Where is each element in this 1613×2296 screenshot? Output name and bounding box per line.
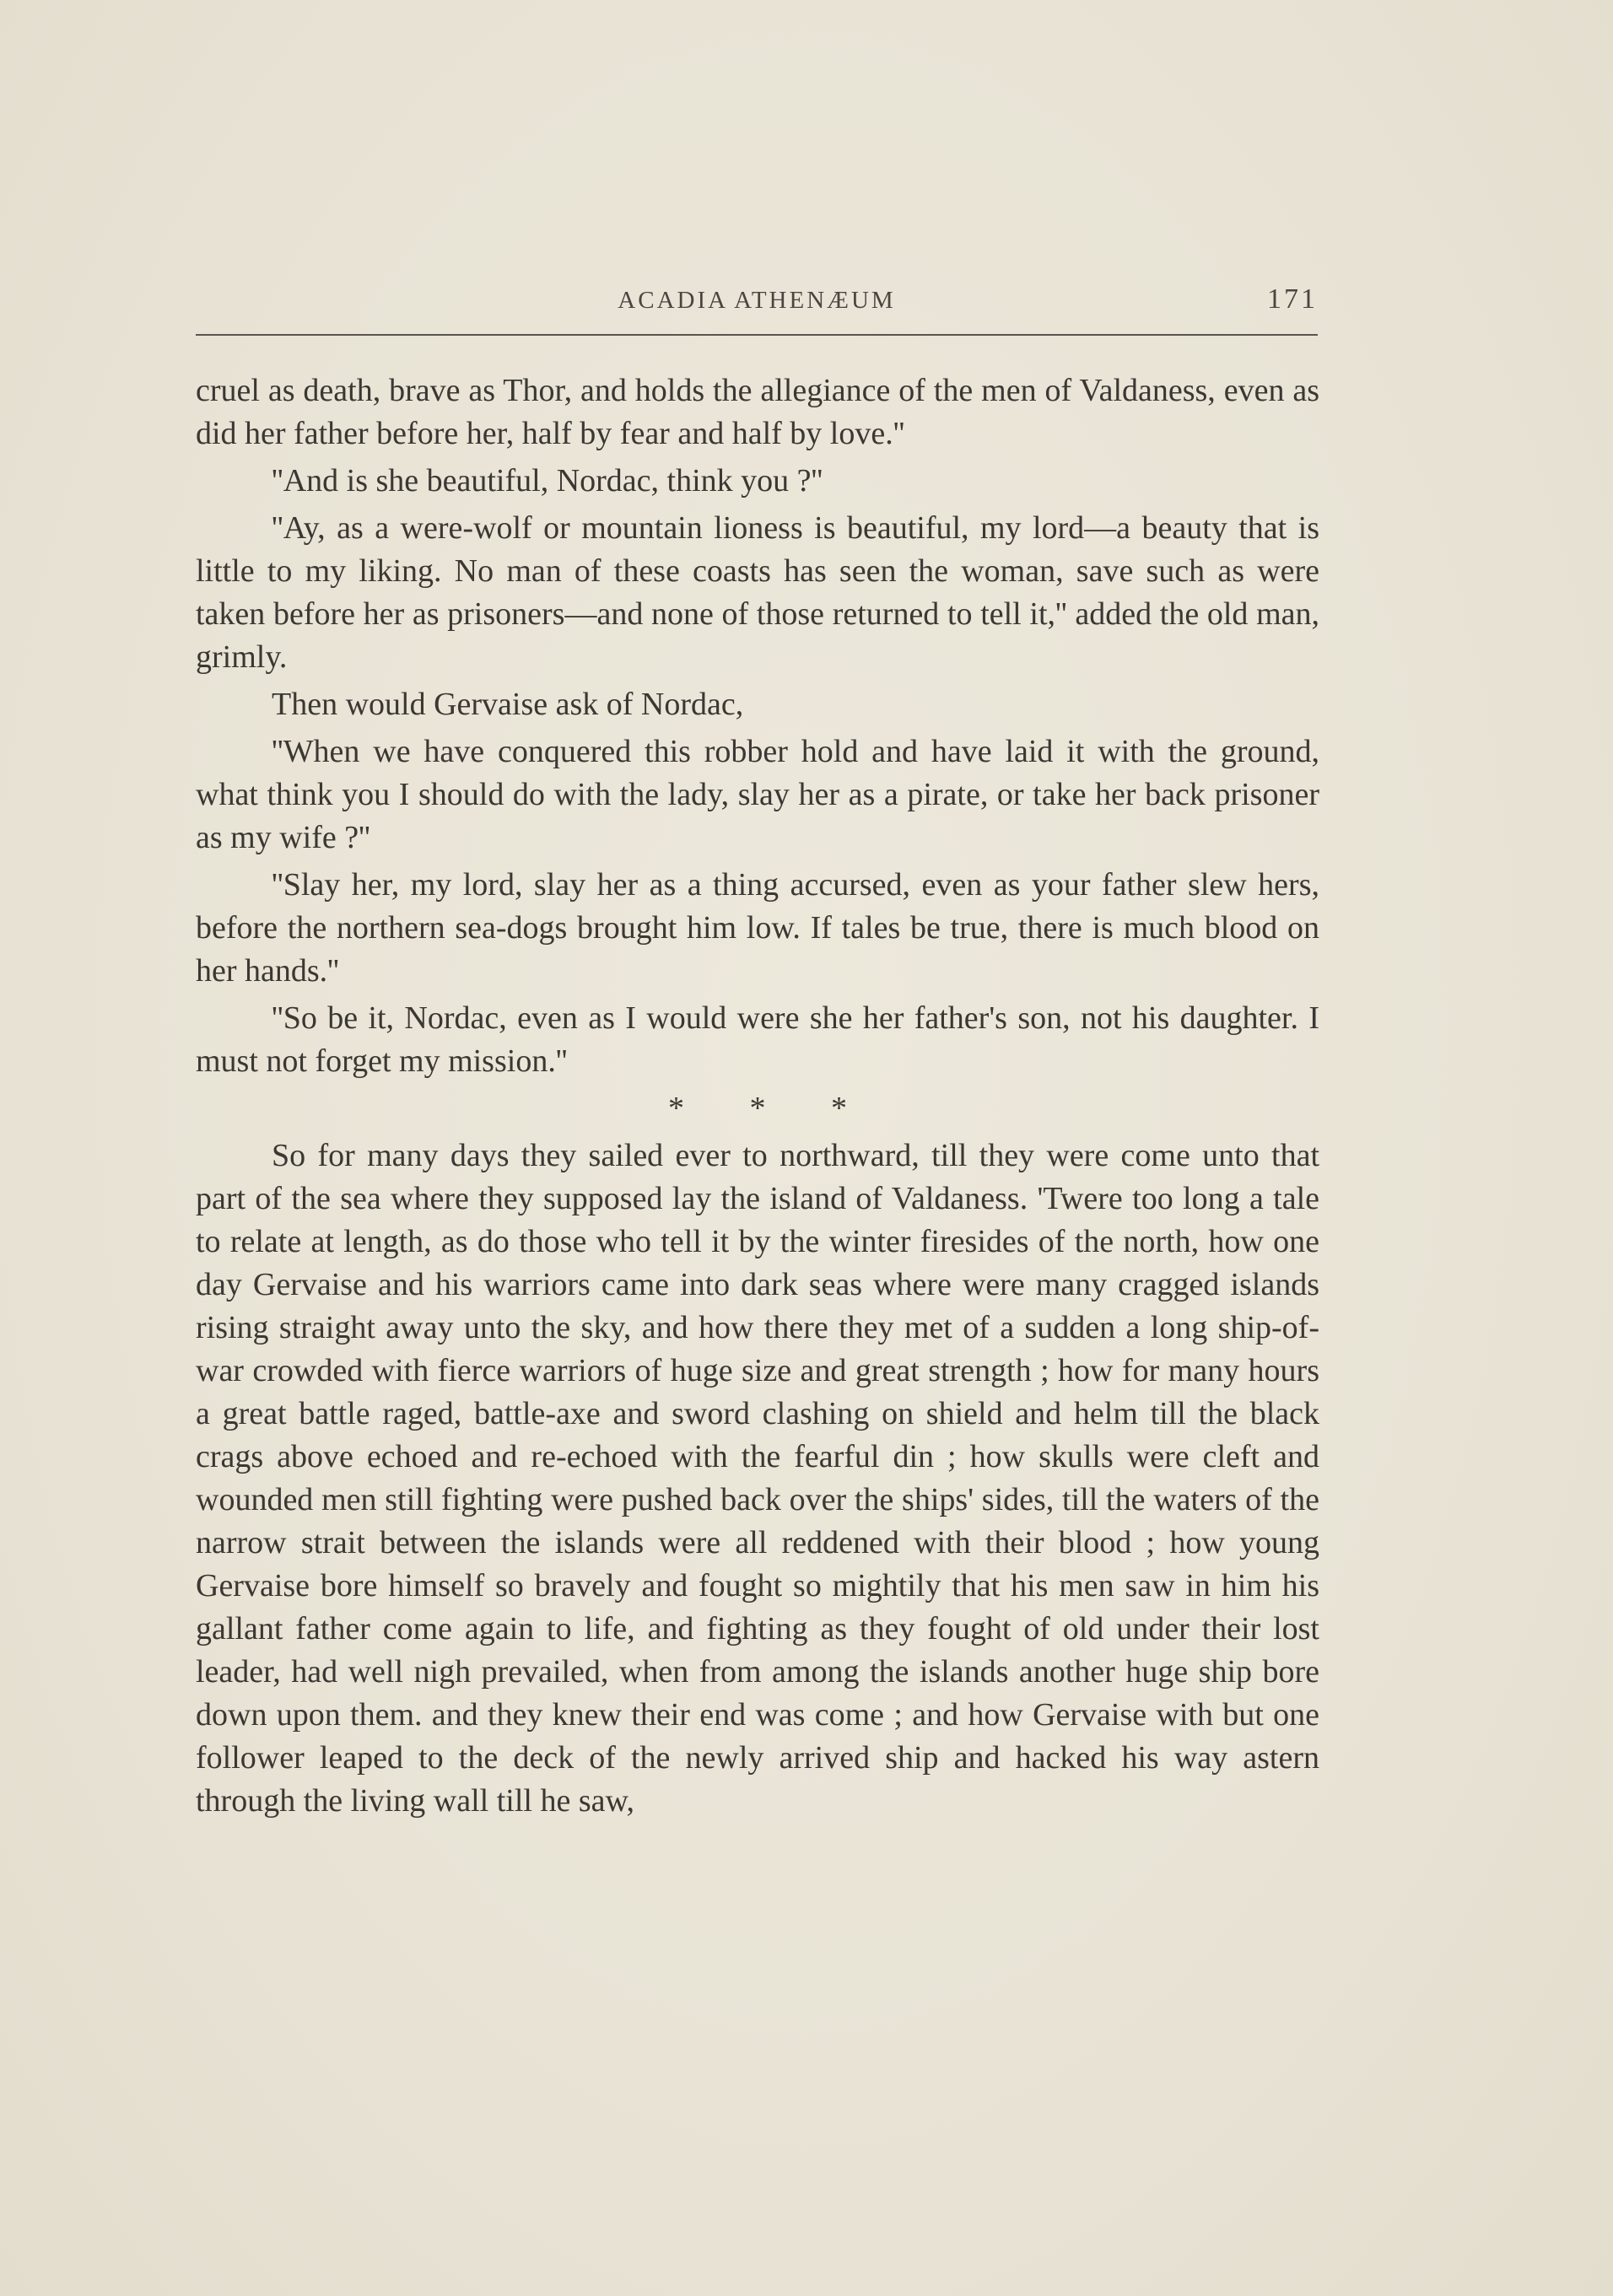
paragraph: Then would Gervaise ask of Nordac, — [272, 687, 744, 722]
running-title: ACADIA ATHENÆUM — [618, 287, 896, 314]
paragraph: ''When we have conquered this robber hold and have laid it with the ground, what think you I should do with the lady, slay her as a pirate, or take her back prisoner as my wife ?'' — [196, 734, 1319, 855]
paragraph: ''Ay, as a were-wolf or mountain lioness is beautiful, my lord—a beauty that is little to my liking. No man of these coasts has seen the woman, save such as were taken before her as prisoners—and none of those returned to tell it,'' added the old man, grimly. — [196, 510, 1319, 675]
paragraph: So for many days they sailed ever to northward, till they were come unto that part of the sea where they supposed lay the island of Valdaness. 'Twere too long a tale to relate at length, as do those who tell it by the winter firesides of the north, how one day Gervaise and his warriors came into dark seas where were many cragged islands rising straight away unto the sky, and how there they met of a sudden a long ship-of-war crowded with fierce warriors of huge size and great strength ; how for many hours a great battle raged, battle-axe and sword clashing on shield and helm till the black crags above echoed and re-echoed with the fearful din ; how skulls were cleft and wounded men still fighting were pushed back over the ships' sides, till the waters of the narrow strait between the islands were all reddened with their blood ; how young Gervaise bore himself so bravely and fought so mightily that his men saw in him his gallant father come again to life, and fighting as they fought of old under their lost leader, had well nigh prevailed, when from among the islands another huge ship bore down upon them. and they knew their end was come ; and how Gervaise with but one follower leaped to the deck of the newly arrived ship and hacked his way astern through the living wall till he saw, — [196, 1138, 1319, 1819]
section-break — [196, 1087, 1319, 1130]
section-break-asterisk: * — [749, 1091, 766, 1126]
paragraph: ''And is she beautiful, Nordac, think you ?'' — [272, 463, 823, 499]
paragraph: ''So be it, Nordac, even as I would were she her father's son, not his daughter. I must not forget my mission.'' — [196, 1000, 1319, 1079]
paragraph: ''Slay her, my lord, slay her as a thing accursed, even as your father slew hers, before the northern sea-dogs brought him low. If tales be true, there is much blood on her hands.'' — [196, 867, 1319, 989]
header-rule — [196, 334, 1318, 336]
running-head — [196, 283, 1318, 326]
page-number: 171 — [1267, 283, 1318, 315]
section-break-asterisk: * — [831, 1091, 847, 1126]
body-text — [196, 369, 1319, 1827]
section-break-asterisk: * — [668, 1091, 684, 1126]
paragraph: cruel as death, brave as Thor, and holds the allegiance of the men of Valdaness, even as did her father before her, half by fear and half by love.'' — [196, 373, 1319, 451]
